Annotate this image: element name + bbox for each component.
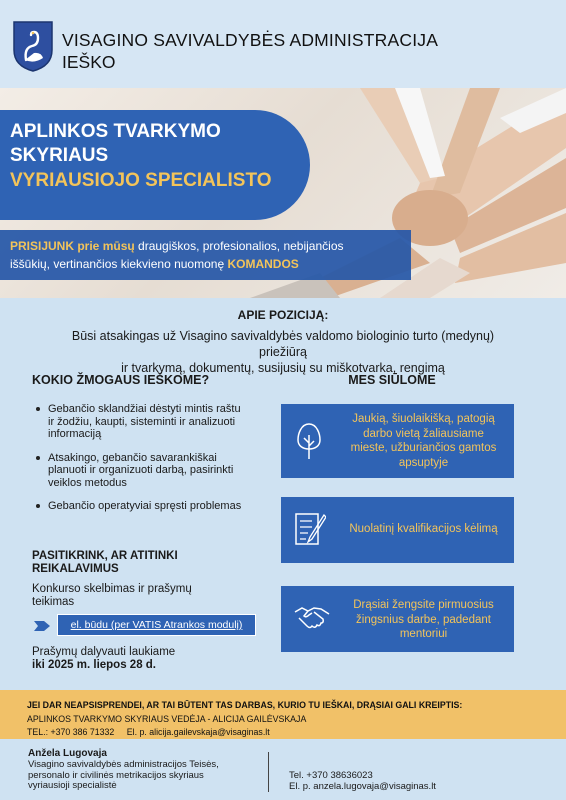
- offer-mentor-line-1: Drąsiai žengsite pirmuosius: [353, 599, 494, 611]
- footer-divider: [268, 752, 269, 792]
- requirements-title: KOKIO ŽMOGAUS IEŠKOME?: [32, 373, 210, 387]
- about-title: APIE POZICIJĄ:: [237, 308, 329, 322]
- footer-contact-name: Anžela Lugovaja: [28, 748, 107, 759]
- footer-contact-role: [28, 760, 268, 792]
- handshake-icon: [294, 602, 330, 634]
- title-line-1: APLINKOS TVARKYMO: [10, 121, 221, 142]
- org-seeking: IEŠKO: [62, 52, 116, 72]
- contact-question: JEI DAR NEAPSISPRENDEI, AR TAI BŪTENT TAS DARBAS, KURIO TU IEŠKAI, DRĄSIAI GALI KREIPTIS:: [27, 700, 463, 710]
- list-item: Gebančio operatyviai spręsti problemas: [32, 500, 242, 513]
- header: [0, 0, 566, 88]
- announcement-text: [32, 583, 252, 609]
- offers-title: MES SIŪLOME: [348, 373, 436, 387]
- footer-role-line-2: personalo ir civilinės metrikacijos skyriaus: [28, 769, 204, 781]
- offer-mentor-line-2: žingsnius darbe, padedant: [356, 613, 491, 626]
- contact-details: [27, 727, 566, 737]
- check-title-line-2: REIKALAVIMUS: [32, 563, 119, 575]
- footer-phone: Tel. +370 38636023: [289, 770, 373, 781]
- offer-workplace-line-2: darbo vietą žaliausiame: [363, 427, 484, 440]
- offer-card-qualification: [281, 497, 514, 563]
- footer-role-line-3: vyriausioji specialistė: [28, 780, 117, 791]
- deadline-date: iki 2025 m. liepos 28 d.: [32, 659, 157, 671]
- swan-crest-icon: [12, 20, 54, 72]
- title-accent: VYRIAUSIOJO SPECIALISTO: [10, 170, 272, 191]
- offer-card-mentor: [281, 586, 514, 652]
- checklist-icon: [294, 511, 326, 547]
- about-text-line-1: Būsi atsakingas už Visagino savivaldybės valdomo biologinio turto (medynų) priežiūrą: [71, 329, 495, 359]
- hero-banner: [0, 88, 566, 298]
- check-requirements-title: [32, 550, 262, 576]
- announcement-line-1: Konkurso skelbimas ir prašymų: [32, 583, 192, 595]
- contact-lead: APLINKOS TVARKYMO SKYRIAUS VEDĖJA - ALICIJA GAILĖVSKAJA: [27, 714, 307, 724]
- about-text: [60, 328, 506, 376]
- offer-mentor-line-3: mentoriui: [399, 628, 448, 640]
- join-text-2: iššūkių, vertinančios kiekvieno nuomonę: [10, 257, 228, 271]
- requirements-list: [32, 403, 242, 524]
- announcement-line-2: teikimas: [32, 596, 75, 608]
- about-text-line-2: ir tvarkymą, dokumentų, susijusių su miškotvarka, rengimą: [121, 361, 445, 375]
- contact-phone: TEL.: +370 386 71332: [27, 727, 115, 737]
- list-item: Atsakingo, gebančio savarankiškai planuoti ir organizuoti darbą, pasirinkti veiklos metodus: [32, 452, 242, 490]
- org-name: VISAGINO SAVIVALDYBĖS ADMINISTRACIJA: [62, 30, 439, 50]
- contact-band: [0, 690, 566, 739]
- list-item: Gebančio sklandžiai dėstyti mintis raštu ir žodžiu, kaupti, sisteminti ir analizuoti informaciją: [32, 403, 242, 441]
- offer-text-mentor: [339, 598, 508, 642]
- offer-text-qualification: Nuolatinį kvalifikacijos kėlimą: [349, 523, 498, 535]
- check-title-line-1: PASITIKRINK, AR ATITINKI: [32, 550, 178, 562]
- offer-text-workplace: [339, 412, 508, 470]
- arrow-right-icon: [34, 620, 50, 632]
- offer-card-workplace: [281, 404, 514, 478]
- join-text-1: draugiškos, profesionalios, nebijančios: [134, 239, 344, 253]
- tree-icon: [294, 421, 324, 461]
- offer-workplace-line-3: mieste, užburiančios gamtos: [350, 442, 497, 454]
- offer-workplace-line-4: apsuptyje: [398, 456, 449, 469]
- join-team: KOMANDOS: [227, 257, 299, 271]
- join-highlight: PRISIJUNK prie mūsų: [10, 239, 135, 253]
- offer-workplace-line-1: Jaukią, šiuolaikišką, patogią: [352, 413, 495, 425]
- join-team-band: [0, 230, 411, 280]
- job-title-panel: [0, 110, 310, 220]
- footer-email[interactable]: El. p. anzela.lugovaja@visaginas.lt: [289, 781, 436, 792]
- vatis-link[interactable]: el. būdu (per VATIS Atrankos modulį): [57, 614, 256, 636]
- deadline-label: Prašymų dalyvauti laukiame: [32, 646, 176, 658]
- footer-role-line-1: Visagino savivaldybės administracijos Teisės,: [28, 759, 219, 770]
- title-line-2: SKYRIAUS: [10, 145, 109, 166]
- contact-email[interactable]: El. p. alicija.gailevskaja@visaginas.lt: [126, 727, 270, 737]
